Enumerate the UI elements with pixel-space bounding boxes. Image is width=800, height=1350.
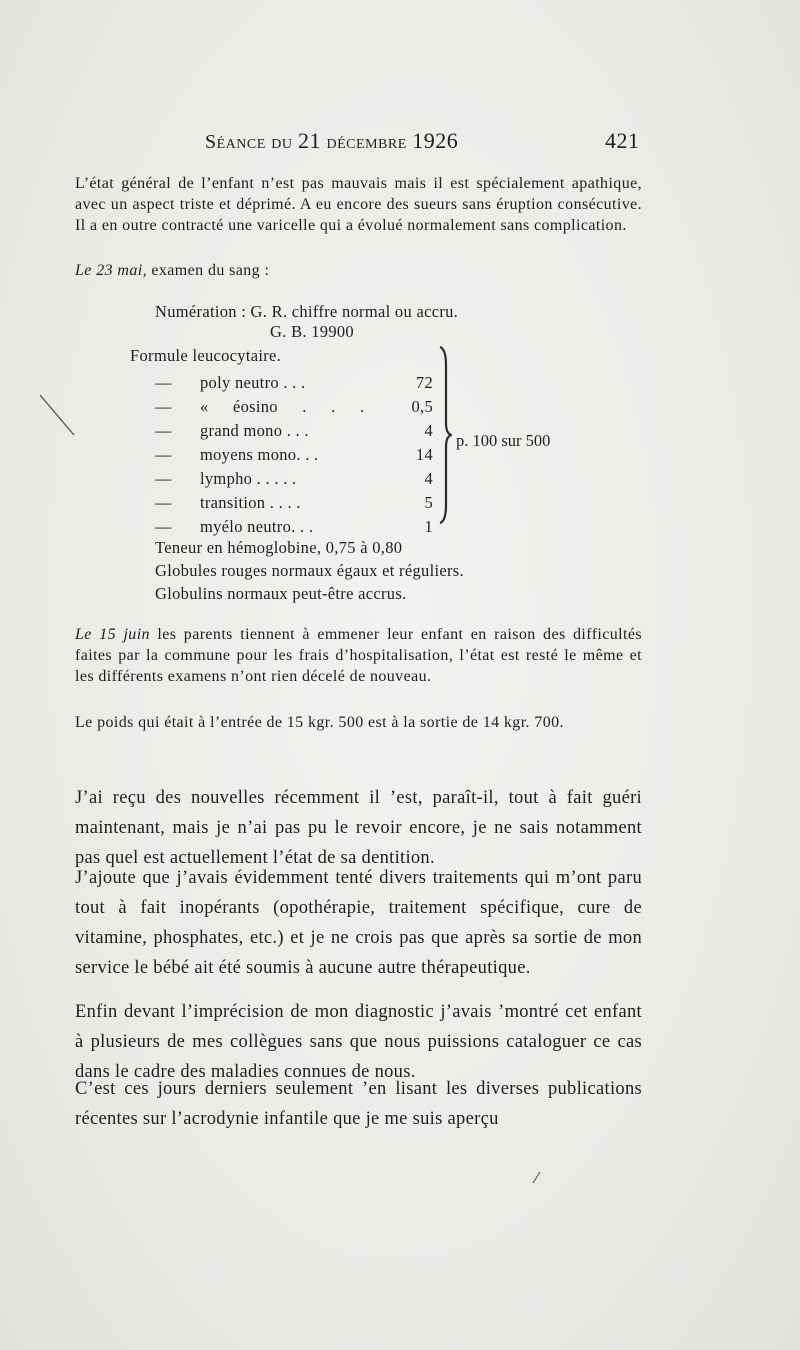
formula-title: Formule leucocytaire.: [130, 346, 282, 365]
formula-dash: —: [155, 373, 172, 392]
numeration-line-2: G. B. 19900: [270, 322, 354, 341]
exam-rest: examen du sang :: [151, 262, 270, 279]
curly-brace: [438, 345, 452, 525]
blood-note: Teneur en hémoglobine, 0,75 à 0,80: [155, 538, 403, 557]
header-title: Séance du 21 décembre 1926: [205, 128, 459, 153]
formula-label: « éosino . . .: [200, 397, 365, 416]
paragraph-weight: Le poids qui était à l’entrée de 15 kgr. 500 est à la sortie de 14 kgr. 700.: [75, 714, 564, 731]
formula-label: moyens mono. . .: [200, 445, 319, 464]
formula-dash: —: [155, 421, 172, 440]
exam-date: Le 23 mai,: [75, 262, 147, 279]
formula-value: 72: [415, 373, 433, 392]
formula-label: myélo neutro. . .: [200, 517, 314, 536]
blood-note: Globules rouges normaux égaux et réguliers.: [155, 561, 464, 580]
paragraph-general-state: L’état général de l’enfant n’est pas mauvais mais il est spécialement apathique, avec un aspect triste et déprimé. A eu encore des sueurs sans éruption consécutive. Il a en outre contracté une varicelle qui a évolué normalement sans complication.: [75, 175, 642, 234]
paragraph-june: [75, 624, 642, 687]
formula-dash: —: [155, 469, 172, 488]
formula-dash: —: [155, 397, 172, 416]
formula-value: 14: [415, 445, 433, 464]
body-paragraph: J’ajoute que j’avais évidemment tenté divers traitements qui m’ont paru tout à fait inopérants (opothérapie, traitement spécifique, cure de vitamine, phosphates, etc.) et je ne crois pas que après sa sortie de mon service le bébé ait été soumis à aucune autre thérapeutique.: [75, 868, 642, 978]
body-paragraph: Enfin devant l’imprécision de mon diagnostic j’avais ’montré cet enfant à plusieurs de mes collègues sans que nous puissions cataloguer ce cas dans le cadre des maladies connues de nous.: [75, 1002, 642, 1082]
body-paragraph: C’est ces jours derniers seulement ’en lisant les diverses publications récentes sur l’acrodynie infantile que je me suis aperçu: [75, 1079, 642, 1129]
numeration-line-1: Numération : G. R. chiffre normal ou accru.: [155, 302, 459, 321]
exam-intro: [75, 262, 269, 280]
scan-mark: [530, 1170, 542, 1186]
formula-label: grand mono . . .: [200, 421, 309, 440]
body-paragraph: J’ai reçu des nouvelles récemment il ’est, paraît-il, tout à fait guéri maintenant, mais je n’ai pas pu le revoir encore, je ne sais notamment pas quel est actuellement l’état de sa dentition.: [75, 788, 642, 868]
blood-note: Globulins normaux peut-être accrus.: [155, 584, 407, 603]
formula-label: transition . . . .: [200, 493, 301, 512]
june-text: les parents tiennent à emmener leur enfant en raison des difficultés faites par la commune pour les frais d’hospitalisation, l’état est resté le même et les différents examens n’ont rien décelé de nouveau.: [75, 626, 642, 685]
formula-dash: —: [155, 445, 172, 464]
formula-label: poly neutro . . .: [200, 373, 306, 392]
formula-value: 4: [424, 469, 433, 488]
formula-value: 1: [424, 517, 433, 536]
brace-note: p. 100 sur 500: [456, 431, 551, 450]
formula-label: lympho . . . . .: [200, 469, 297, 488]
formula-dash: —: [155, 517, 172, 536]
formula-value: 4: [424, 421, 433, 440]
june-date: Le 15 juin: [75, 626, 150, 643]
formula-dash: —: [155, 493, 172, 512]
formula-value: 0,5: [411, 397, 433, 416]
page-number: 421: [605, 128, 640, 153]
scan-mark: [38, 393, 78, 439]
formula-value: 5: [424, 493, 433, 512]
